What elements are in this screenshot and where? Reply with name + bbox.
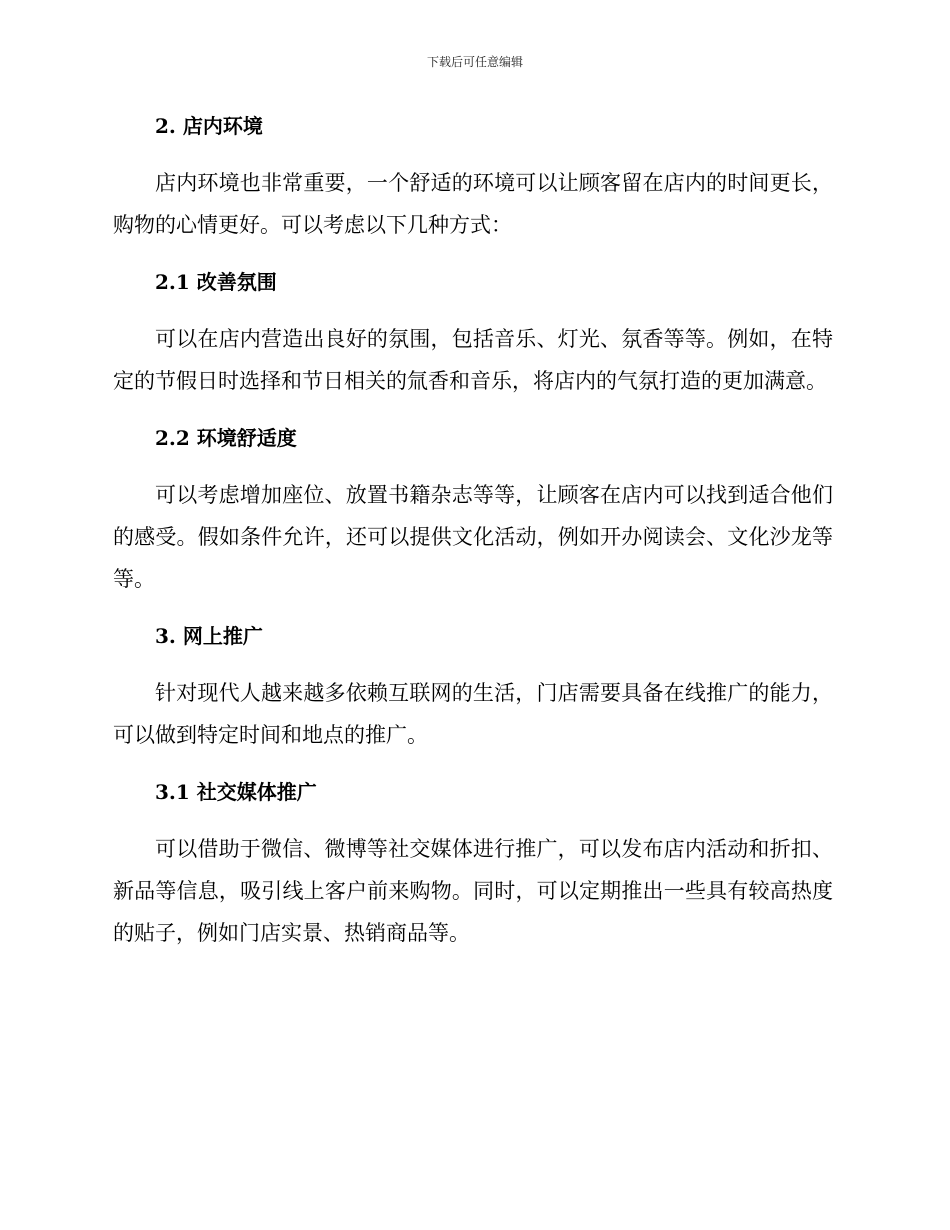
page-header: 下载后可任意编辑	[426, 55, 523, 69]
section-heading-3: 3. 网上推广	[155, 624, 263, 648]
section-paragraph-2-1: 可以在店内营造出良好的氛围，包括音乐、灯光、氛香等等。例如，在特定的节假日时选择和节日相关的氚香和音乐，将店内的气氛打造的更加满意。	[113, 327, 833, 393]
section-heading-3-1: 3.1 社交媒体推广	[155, 780, 317, 804]
document-body	[113, 110, 833, 954]
section-heading-2-1: 2.1 改善氛围	[155, 270, 277, 294]
section-heading-2-2: 2.2 环境舒适度	[155, 426, 297, 450]
section-paragraph-2: 店内环境也非常重要，一个舒适的环境可以让顾客留在店内的时间更长，购物的心情更好。可以考虑以下几种方式：	[113, 171, 833, 237]
section-paragraph-3-1: 可以借助于微信、微博等社交媒体进行推广，可以发布店内活动和折扣、新品等信息，吸引线上客户前来购物。同时，可以定期推出一些具有较高热度的贴子，例如门店实景、热销商品等。	[113, 837, 833, 945]
section-paragraph-2-2: 可以考虑增加座位、放置书籍杂志等等，让顾客在店内可以找到适合他们的感受。假如条件允许，还可以提供文化活动，例如开办阅读会、文化沙龙等等。	[113, 483, 833, 591]
section-heading-2: 2. 店内环境	[155, 114, 263, 138]
section-paragraph-3: 针对现代人越来越多依赖互联网的生活，门店需要具备在线推广的能力，可以做到特定时间和地点的推广。	[113, 681, 833, 747]
